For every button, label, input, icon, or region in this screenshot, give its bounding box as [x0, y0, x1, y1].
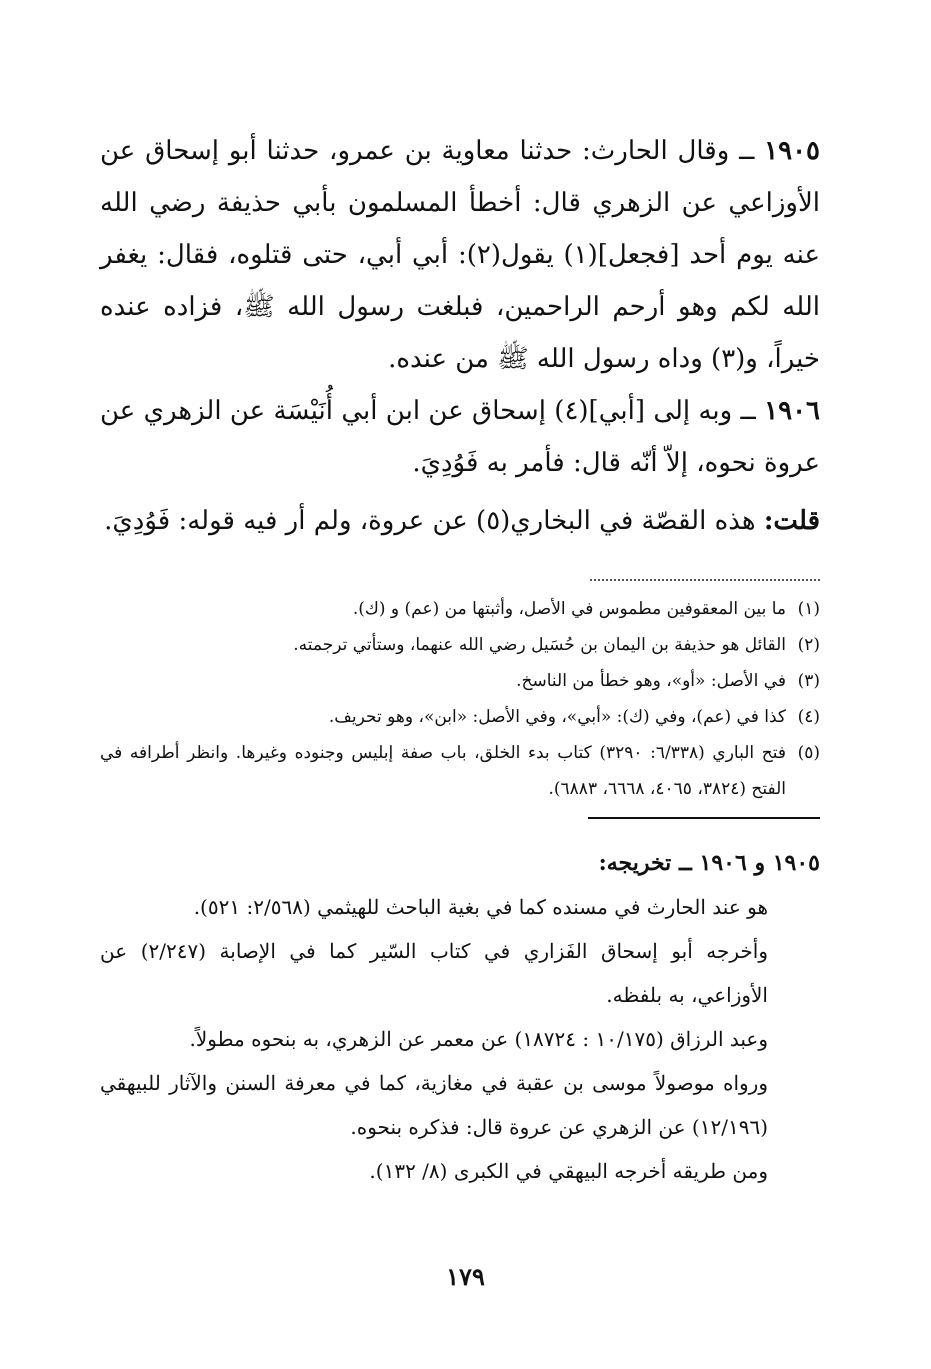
footnotes: [100, 591, 820, 807]
footnote-number: (٤): [797, 707, 820, 727]
footnote-text: القائل هو حذيفة بن اليمان بن حُسَيل رضي الله عنهما، وستأتي ترجمته.: [293, 635, 786, 655]
page-body: [100, 125, 820, 1193]
footnote-number: (١): [797, 599, 820, 619]
footnote: [100, 663, 820, 699]
footnote: [100, 591, 820, 627]
main-text: [100, 125, 820, 547]
page-number: ١٧٩: [446, 1262, 485, 1291]
section-rule: [588, 817, 820, 819]
hadith-number: ١٩٠٥: [764, 136, 820, 166]
hadith-number: ١٩٠٦: [764, 396, 820, 426]
footnote-text: في الأصل: «أو»، وهو خطأ من الناسخ.: [516, 671, 786, 691]
note-text: هذه القصّة في البخاري(٥) عن عروة، ولم أر فيه قوله: فَوُدِيَ.: [104, 506, 764, 536]
takhrij-heading: ١٩٠٥ و ١٩٠٦ ــ تخريجه:: [598, 850, 820, 876]
hadith-1906: [100, 385, 820, 489]
footnote: [100, 627, 820, 663]
takhrij-paragraph: ورواه موصولاً موسى بن عقبة في مغازية، كما في معرفة السنن والآثار للبيهقي (١٢/١٩٦) عن الزهري عن عروة قال: فذكره بنحوه.: [100, 1071, 768, 1139]
hadith-1905: [100, 125, 820, 385]
footnote-number: (٢): [797, 635, 820, 655]
hadith-text: ــ وبه إلى [أبي](٤) إسحاق عن ابن أبي أُنَيْسَة عن الزهري عن عروة نحوه، إلاّ أنّه قال: فأمر به فَوُدِيَ.: [100, 396, 820, 478]
footnote-number: (٥): [797, 743, 820, 763]
takhrij-paragraph: وعبد الرزاق (١٠/١٧٥ : ١٨٧٢٤) عن معمر عن الزهري، به بنحوه مطولاً.: [189, 1027, 768, 1051]
footnote-number: (٣): [797, 671, 820, 691]
note-label: قلت:: [763, 506, 820, 536]
footnote-separator: [590, 565, 820, 581]
author-note: [100, 495, 820, 547]
footnote-text: كذا في (عم)، وفي (ك): «أبي»، وفي الأصل: «ابن»، وهو تحريف.: [328, 707, 786, 727]
footnote-text: فتح الباري (٦/٣٣٨: ٣٢٩٠) كتاب بدء الخلق، باب صفة إبليس وجنوده وغيرها. وانظر أطرافه في الفتح (٣٨٢٤، ٤٠٦٥، ٦٦٦٨، ٦٨٨٣).: [100, 743, 786, 799]
footnote: [100, 699, 820, 735]
takhrij-paragraph: وأخرجه أبو إسحاق الفَزاري في كتاب السّير كما في الإصابة (٢/٢٤٧) عن الأوزاعي، به بلفظه.: [100, 939, 768, 1007]
takhrij-paragraph: ومن طريقه أخرجه البيهقي في الكبرى (٨/ ١٣٢).: [369, 1159, 768, 1183]
takhrij-section: [100, 841, 820, 1193]
takhrij-paragraph: هو عند الحارث في مسنده كما في بغية الباحث للهيثمي (٢/٥٦٨: ٥٢١).: [193, 895, 768, 919]
footnote: [100, 735, 820, 807]
hadith-text: ــ وقال الحارث: حدثنا معاوية بن عمرو، حدثنا أبو إسحاق عن الأوزاعي عن الزهري قال: أخطأ المسلمون بأبي حذيفة رضي الله عنه يوم أحد [فجعل](١) يقول(٢): أبي أبي، حتى قتلوه، فقال: يغفر الله لكم وهو أرحم الراحمين، فبلغت رسول الله ﷺ، فزاده عنده خيراً، و(٣) وداه رسول الله ﷺ من عنده.: [100, 136, 820, 374]
footnote-text: ما بين المعقوفين مطموس في الأصل، وأثبتها من (عم) و (ك).: [352, 599, 786, 619]
